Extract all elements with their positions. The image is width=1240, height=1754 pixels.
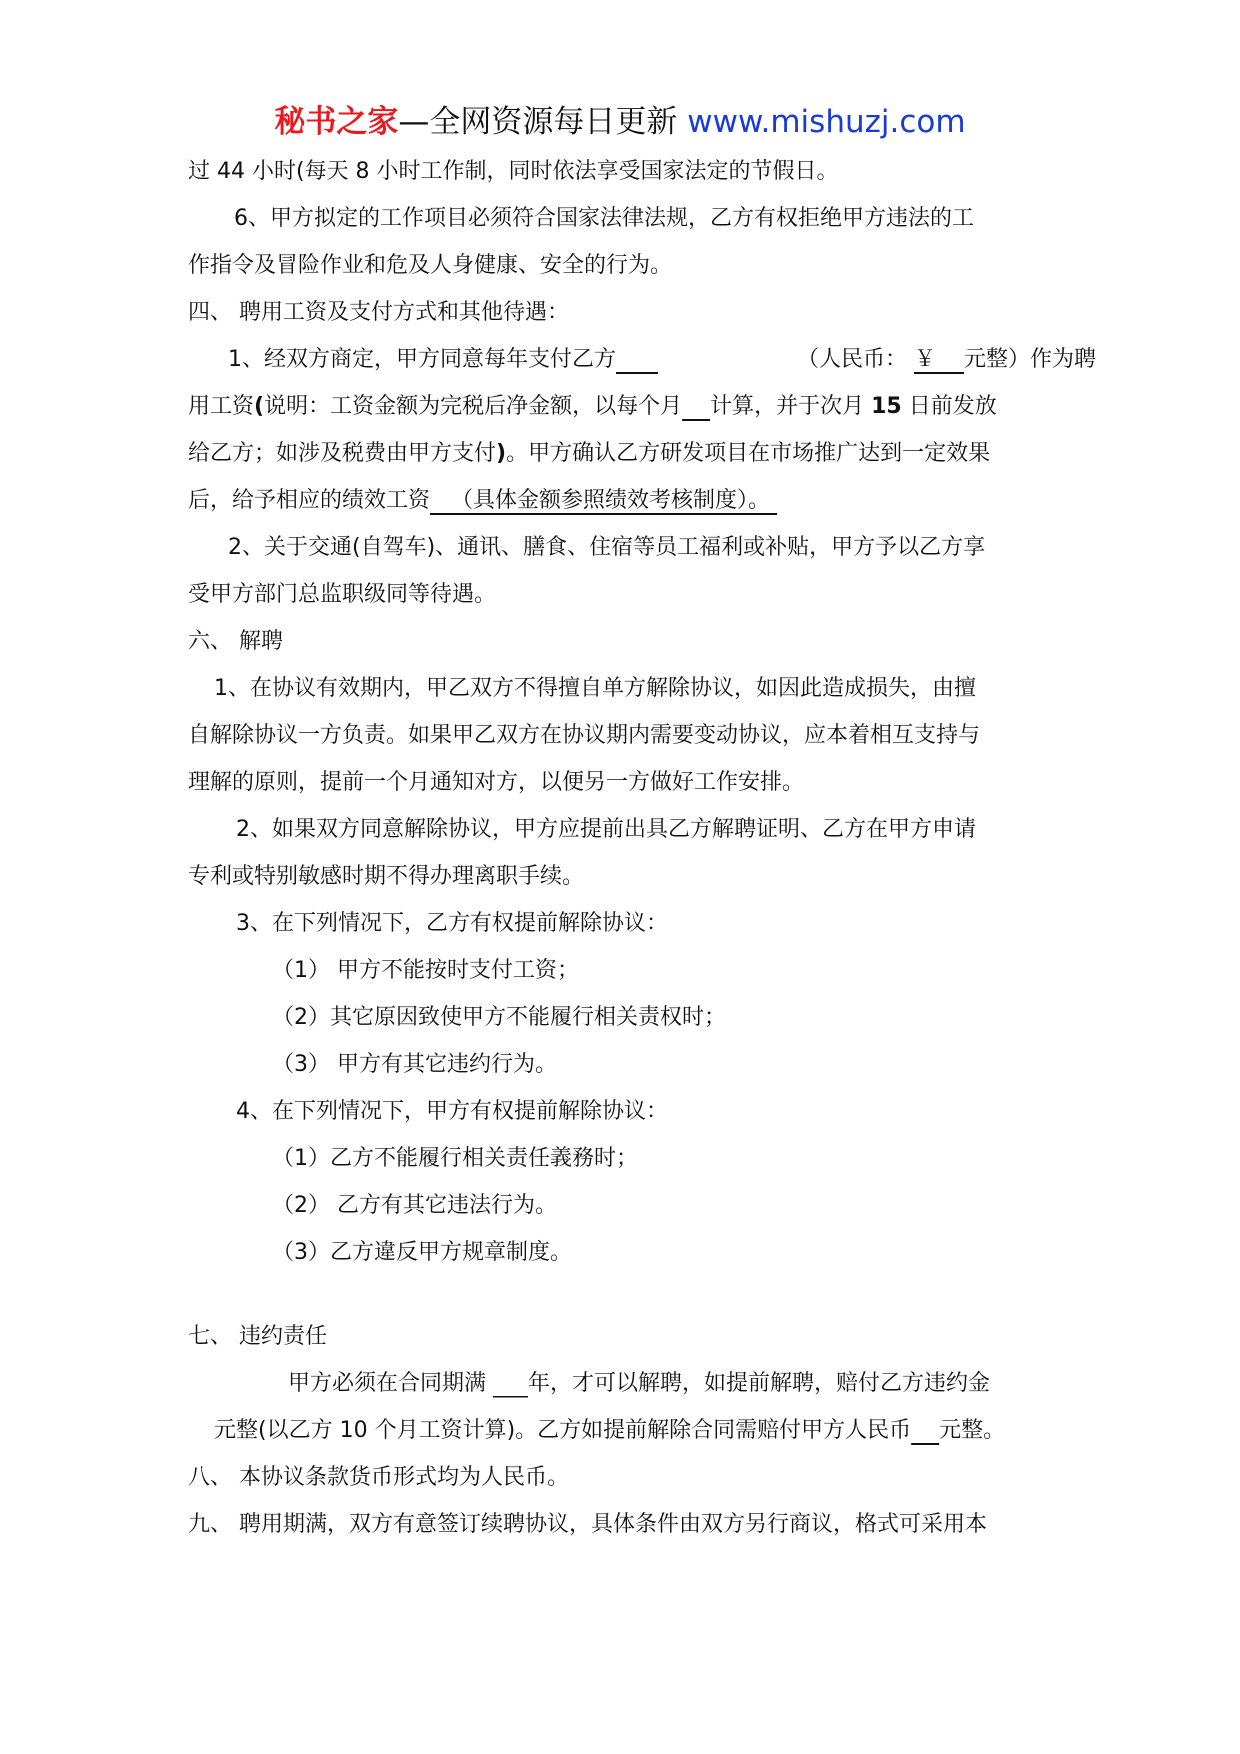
site-banner — [0, 100, 1240, 144]
spacer — [188, 1276, 1096, 1313]
paragraph-dismissal-1 — [188, 665, 1096, 712]
text-line: 6、甲方拟定的工作项目必须符合国家法律法规，乙方有权拒绝甲方违法的工 — [234, 206, 974, 231]
banner-url[interactable]: www.mishuzj.com — [687, 104, 966, 140]
text-line: 元整(以乙方 10 个月工资计算)。乙方如提前解除合同需赔付甲方人民币 元整。 — [214, 1418, 1006, 1443]
text-line: 2、如果双方同意解除协议，甲方应提前出具乙方解聘证明、乙方在甲方申请 — [236, 817, 976, 842]
paragraph-benefits — [188, 524, 1096, 571]
text-line: 过 44 小时(每天 8 小时工作制，同时依法享受国家法定的节假日。 — [188, 159, 839, 184]
text-line: 2、关于交通(自驾车)、通讯、膳食、住宿等员工福利或补贴，甲方予以乙方享 — [228, 535, 986, 560]
contract-body — [188, 148, 1096, 1548]
list-item: （3） 甲方有其它违约行为。 — [272, 1052, 557, 1077]
text-line: 受甲方部门总监职级同等待遇。 — [188, 582, 497, 607]
text-segment: （人民币： ￥ 元整）作为聘 — [796, 347, 1096, 372]
text-line: 专利或特别敏感时期不得办理离职手续。 — [188, 864, 585, 889]
section-heading-currency: 八、 本协议条款货币形式均为人民币。 — [188, 1465, 569, 1490]
performance-pay-note: （具体金额参照绩效考核制度）。 — [451, 488, 771, 513]
blank-penalty — [911, 1418, 939, 1443]
section-heading-salary: 四、 聘用工资及支付方式和其他待遇： — [188, 300, 569, 325]
text-segment: 1、经双方商定，甲方同意每年支付乙方 — [228, 336, 658, 383]
text-line: 给乙方；如涉及税费由甲方支付)。甲方确认乙方研发项目在市场推广达到一定效果 — [188, 441, 991, 466]
paragraph-dismissal-2 — [188, 806, 1096, 853]
text-line: 理解的原则，提前一个月通知对方，以便另一方做好工作安排。 — [188, 770, 805, 795]
list-item: （3）乙方違反甲方规章制度。 — [272, 1240, 572, 1265]
list-item: （1） 甲方不能按时支付工资； — [272, 958, 579, 983]
list-item: （2） 乙方有其它违法行为。 — [272, 1193, 557, 1218]
blank-rmb: ￥ — [913, 347, 936, 372]
banner-brand: 秘书之家 — [274, 104, 399, 140]
text-line: 1、在协议有效期内，甲乙双方不得擅自单方解除协议，如因此造成损失，由擅 — [214, 676, 976, 701]
list-heading-party-a-rights: 4、在下列情况下，甲方有权提前解除协议： — [236, 1099, 668, 1124]
text-line: 自解除协议一方负责。如果甲乙双方在协议期内需要变动协议，应本着相互支持与 — [188, 723, 981, 748]
text-line: 用工资(说明：工资金额为完税后净金额，以每个月 计算，并于次月 15 日前发放 — [188, 394, 997, 419]
blank-month — [682, 394, 710, 419]
section-heading-renewal — [188, 1501, 1096, 1548]
text-line: 作指令及冒险作业和危及人身健康、安全的行为。 — [188, 253, 673, 278]
section-heading-dismissal: 六、 解聘 — [188, 629, 283, 654]
paragraph-work-instructions — [188, 195, 1096, 242]
list-item: （1）乙方不能履行相关责任義務时； — [272, 1146, 638, 1171]
blank-years — [493, 1371, 528, 1396]
list-item: （2）其它原因致使甲方不能履行相关责权时； — [272, 1005, 726, 1030]
text-segment: 甲方必须在合同期满 年，才可以解聘，如提前解聘，赔付乙方违约金 — [288, 1371, 990, 1396]
paragraph-salary-amount — [188, 336, 1096, 383]
blank-amount — [616, 347, 658, 372]
text-line: 九、 聘用期满，双方有意签订续聘协议，具体条件由双方另行商议，格式可采用本 — [188, 1512, 987, 1537]
banner-tagline: —全网资源每日更新 — [398, 104, 678, 140]
list-heading-party-b-rights: 3、在下列情况下，乙方有权提前解除协议： — [236, 911, 668, 936]
paragraph-breach — [188, 1360, 1096, 1407]
section-heading-breach: 七、 违约责任 — [188, 1324, 327, 1349]
text-line: 后，给予相应的绩效工资 （具体金额参照绩效考核制度）。 — [188, 477, 1096, 524]
